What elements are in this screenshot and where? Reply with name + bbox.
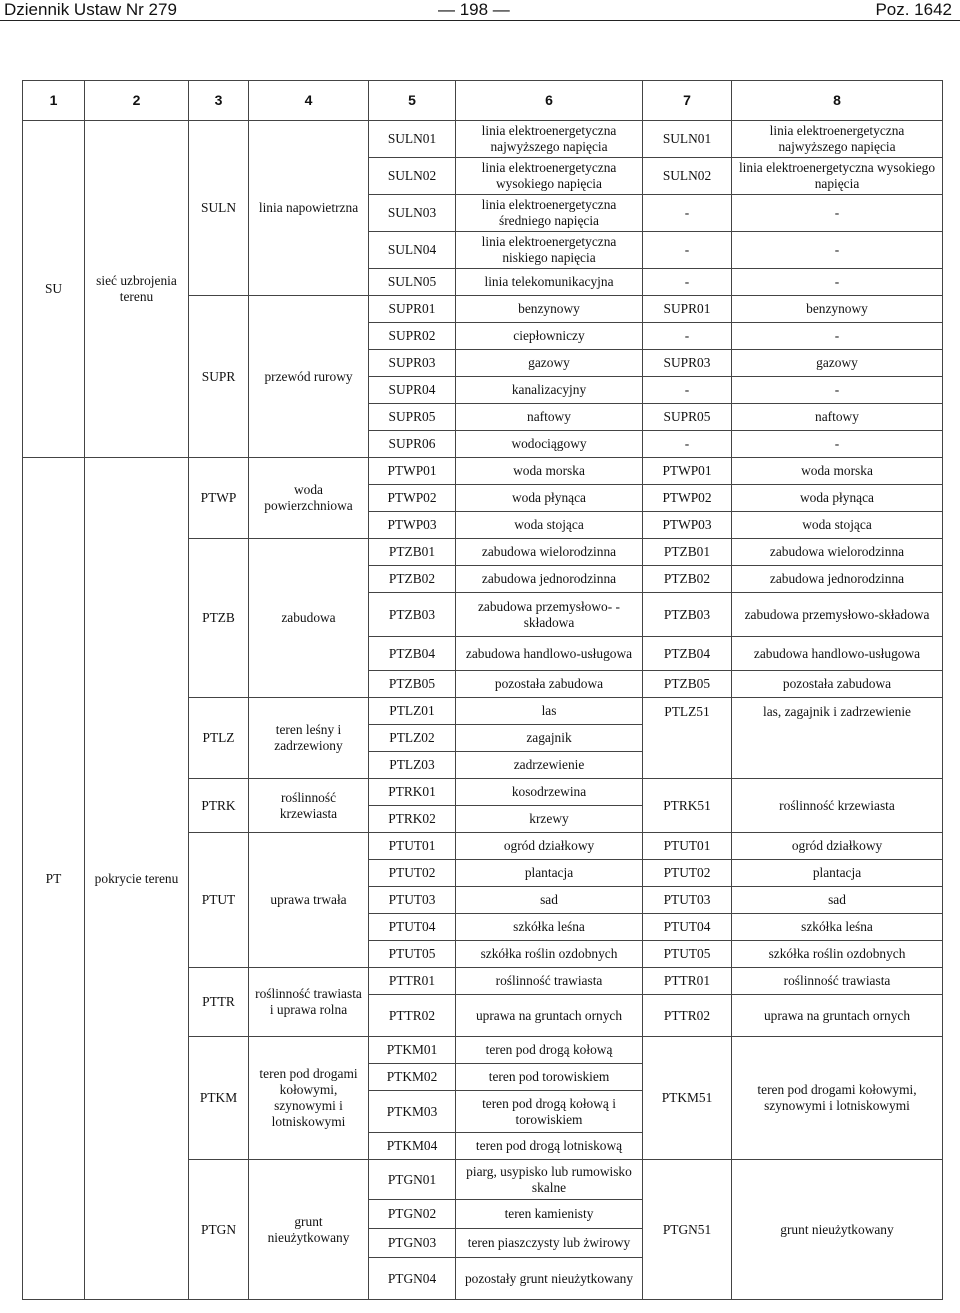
object-code: PTWP01 (369, 458, 456, 485)
object-name: teren pod drogą lotniskową (456, 1133, 643, 1160)
mapped-name: szkółka leśna (732, 914, 943, 941)
mapped-name: zabudowa handlowo-usługowa (732, 637, 943, 671)
mapped-name: plantacja (732, 860, 943, 887)
subgroup-code: PTUT (189, 833, 249, 968)
subgroup-name: teren leśny i zadrzewiony (249, 698, 369, 779)
object-name: teren pod drogą kołową (456, 1037, 643, 1064)
mapped-code: SUPR03 (643, 350, 732, 377)
object-name: zabudowa handlowo-usługowa (456, 637, 643, 671)
object-code: PTRK01 (369, 779, 456, 806)
object-name: teren kamienisty (456, 1200, 643, 1229)
group-name: sieć uzbrojenia terenu (85, 121, 189, 458)
object-name: uprawa na gruntach ornych (456, 995, 643, 1037)
mapped-name: grunt nieużytkowany (732, 1160, 943, 1300)
mapped-code: SULN01 (643, 121, 732, 158)
col-header: 3 (189, 81, 249, 121)
mapped-code: PTTR01 (643, 968, 732, 995)
object-code: PTTR02 (369, 995, 456, 1037)
object-code: PTZB02 (369, 566, 456, 593)
col-header: 6 (456, 81, 643, 121)
mapped-code: - (643, 323, 732, 350)
object-code: PTKM03 (369, 1091, 456, 1133)
object-code: PTUT01 (369, 833, 456, 860)
subgroup-name: przewód rurowy (249, 296, 369, 458)
mapped-code: PTUT03 (643, 887, 732, 914)
header-rule (0, 20, 960, 21)
object-name: kanalizacyjny (456, 377, 643, 404)
object-name: zadrzewienie (456, 752, 643, 779)
object-name: zabudowa wielorodzinna (456, 539, 643, 566)
mapped-name: naftowy (732, 404, 943, 431)
mapped-name: roślinność trawiasta (732, 968, 943, 995)
object-code: PTGN04 (369, 1258, 456, 1300)
object-name: woda stojąca (456, 512, 643, 539)
mapped-name: pozostała zabudowa (732, 671, 943, 698)
mapped-code: - (643, 431, 732, 458)
mapped-name: sad (732, 887, 943, 914)
journal-title: Dziennik Ustaw Nr 279 (4, 0, 177, 19)
object-code: PTZB05 (369, 671, 456, 698)
mapped-code: PTWP02 (643, 485, 732, 512)
object-name: linia elektroenergetyczna najwyższego napięcia (456, 121, 643, 158)
col-header: 1 (23, 81, 85, 121)
subgroup-code: PTKM (189, 1037, 249, 1160)
column-header-row (23, 81, 943, 121)
subgroup-name: zabudowa (249, 539, 369, 698)
table-row (23, 121, 943, 158)
subgroup-code: PTLZ (189, 698, 249, 779)
object-name: pozostała zabudowa (456, 671, 643, 698)
mapped-code: PTZB02 (643, 566, 732, 593)
page-number: — 198 — (438, 0, 510, 19)
object-name: las (456, 698, 643, 725)
subgroup-code: PTRK (189, 779, 249, 833)
object-code: PTUT02 (369, 860, 456, 887)
subgroup-code: PTZB (189, 539, 249, 698)
mapped-code: SUPR05 (643, 404, 732, 431)
object-code: PTLZ01 (369, 698, 456, 725)
object-name: szkółka roślin ozdobnych (456, 941, 643, 968)
object-code: PTUT05 (369, 941, 456, 968)
object-code: PTWP02 (369, 485, 456, 512)
mapped-name: ogród działkowy (732, 833, 943, 860)
object-code: PTLZ03 (369, 752, 456, 779)
col-header: 2 (85, 81, 189, 121)
subgroup-name: teren pod drogami kołowymi, szynowymi i lotniskowymi (249, 1037, 369, 1160)
mapped-name: teren pod drogami kołowymi, szynowymi i lotniskowymi (732, 1037, 943, 1160)
group-code: SU (23, 121, 85, 458)
mapped-code: PTRK51 (643, 779, 732, 833)
object-name: woda morska (456, 458, 643, 485)
object-name: szkółka leśna (456, 914, 643, 941)
object-code: PTZB03 (369, 593, 456, 637)
mapped-code: PTWP01 (643, 458, 732, 485)
mapped-code: PTWP03 (643, 512, 732, 539)
mapped-code: - (643, 232, 732, 269)
object-name: ogród działkowy (456, 833, 643, 860)
subgroup-code: PTWP (189, 458, 249, 539)
col-header: 7 (643, 81, 732, 121)
object-code: SUPR01 (369, 296, 456, 323)
object-code: SUPR06 (369, 431, 456, 458)
mapped-code: PTGN51 (643, 1160, 732, 1300)
subgroup-name: uprawa trwała (249, 833, 369, 968)
object-code: PTKM02 (369, 1064, 456, 1091)
object-name: benzynowy (456, 296, 643, 323)
mapped-code: PTUT05 (643, 941, 732, 968)
object-code: PTGN02 (369, 1200, 456, 1229)
object-code: SULN05 (369, 269, 456, 296)
page-header (0, 0, 960, 22)
subgroup-name: roślinność trawiasta i uprawa rolna (249, 968, 369, 1037)
object-name: plantacja (456, 860, 643, 887)
mapped-name: zabudowa przemysłowo-składowa (732, 593, 943, 637)
subgroup-name: roślinność krzewiasta (249, 779, 369, 833)
col-header: 8 (732, 81, 943, 121)
mapped-code: PTZB05 (643, 671, 732, 698)
mapped-code: PTUT01 (643, 833, 732, 860)
classification-table (22, 80, 943, 1300)
mapped-code: PTUT04 (643, 914, 732, 941)
mapped-code: PTZB01 (643, 539, 732, 566)
position-number: Poz. 1642 (875, 0, 952, 19)
object-name: linia elektroenergetyczna wysokiego napięcia (456, 158, 643, 195)
mapped-code: PTZB03 (643, 593, 732, 637)
mapped-name: - (732, 431, 943, 458)
object-name: woda płynąca (456, 485, 643, 512)
mapped-name: woda płynąca (732, 485, 943, 512)
mapped-code: PTTR02 (643, 995, 732, 1037)
object-code: PTZB04 (369, 637, 456, 671)
object-code: PTWP03 (369, 512, 456, 539)
mapped-name: roślinność krzewiasta (732, 779, 943, 833)
mapped-code: - (643, 377, 732, 404)
mapped-name: zabudowa jednorodzinna (732, 566, 943, 593)
mapped-name: woda morska (732, 458, 943, 485)
object-name: linia elektroenergetyczna średniego napięcia (456, 195, 643, 232)
mapped-code: - (643, 195, 732, 232)
mapped-name: zabudowa wielorodzinna (732, 539, 943, 566)
mapped-name: linia elektroenergetyczna wysokiego napięcia (732, 158, 943, 195)
object-name: gazowy (456, 350, 643, 377)
mapped-name: uprawa na gruntach ornych (732, 995, 943, 1037)
object-name: kosodrzewina (456, 779, 643, 806)
object-name: linia telekomunikacyjna (456, 269, 643, 296)
object-code: PTGN03 (369, 1229, 456, 1258)
object-code: SULN04 (369, 232, 456, 269)
mapped-code: PTLZ51 (643, 698, 732, 779)
subgroup-name: woda powierzchniowa (249, 458, 369, 539)
object-name: wodociągowy (456, 431, 643, 458)
mapped-name: - (732, 195, 943, 232)
object-name: krzewy (456, 806, 643, 833)
mapped-name: linia elektroenergetyczna najwyższego napięcia (732, 121, 943, 158)
subgroup-code: PTTR (189, 968, 249, 1037)
object-name: zagajnik (456, 725, 643, 752)
col-header: 4 (249, 81, 369, 121)
object-name: linia elektroenergetyczna niskiego napięcia (456, 232, 643, 269)
subgroup-code: PTGN (189, 1160, 249, 1300)
mapped-code: SULN02 (643, 158, 732, 195)
object-code: PTUT04 (369, 914, 456, 941)
mapped-code: - (643, 269, 732, 296)
group-name: pokrycie terenu (85, 458, 189, 1300)
table-row (23, 458, 943, 485)
group-code: PT (23, 458, 85, 1300)
object-code: PTUT03 (369, 887, 456, 914)
mapped-name: - (732, 323, 943, 350)
mapped-name: - (732, 269, 943, 296)
mapped-name: las, zagajnik i zadrzewienie (732, 698, 943, 779)
subgroup-name: linia napowietrzna (249, 121, 369, 296)
object-name: teren pod torowiskiem (456, 1064, 643, 1091)
mapped-code: PTUT02 (643, 860, 732, 887)
object-name: naftowy (456, 404, 643, 431)
object-code: PTGN01 (369, 1160, 456, 1200)
subgroup-name: grunt nieużytkowany (249, 1160, 369, 1300)
object-name: piarg, usypisko lub rumowisko skalne (456, 1160, 643, 1200)
object-name: teren piaszczysty lub żwirowy (456, 1229, 643, 1258)
object-name: sad (456, 887, 643, 914)
mapped-code: SUPR01 (643, 296, 732, 323)
object-name: zabudowa przemysłowo- -składowa (456, 593, 643, 637)
object-code: SULN01 (369, 121, 456, 158)
object-code: PTTR01 (369, 968, 456, 995)
object-code: SUPR05 (369, 404, 456, 431)
object-code: SULN03 (369, 195, 456, 232)
object-code: PTKM04 (369, 1133, 456, 1160)
subgroup-code: SULN (189, 121, 249, 296)
object-code: PTZB01 (369, 539, 456, 566)
object-code: SULN02 (369, 158, 456, 195)
mapped-code: PTKM51 (643, 1037, 732, 1160)
mapped-name: benzynowy (732, 296, 943, 323)
mapped-code: PTZB04 (643, 637, 732, 671)
mapped-name: woda stojąca (732, 512, 943, 539)
mapped-name: - (732, 377, 943, 404)
object-name: pozostały grunt nieużytkowany (456, 1258, 643, 1300)
object-code: PTLZ02 (369, 725, 456, 752)
mapped-name: - (732, 232, 943, 269)
object-code: SUPR04 (369, 377, 456, 404)
object-name: ciepłowniczy (456, 323, 643, 350)
mapped-name: szkółka roślin ozdobnych (732, 941, 943, 968)
object-code: SUPR02 (369, 323, 456, 350)
object-name: roślinność trawiasta (456, 968, 643, 995)
col-header: 5 (369, 81, 456, 121)
object-name: zabudowa jednorodzinna (456, 566, 643, 593)
object-code: PTRK02 (369, 806, 456, 833)
mapped-name: gazowy (732, 350, 943, 377)
object-name: teren pod drogą kołową i torowiskiem (456, 1091, 643, 1133)
object-code: PTKM01 (369, 1037, 456, 1064)
subgroup-code: SUPR (189, 296, 249, 458)
object-code: SUPR03 (369, 350, 456, 377)
